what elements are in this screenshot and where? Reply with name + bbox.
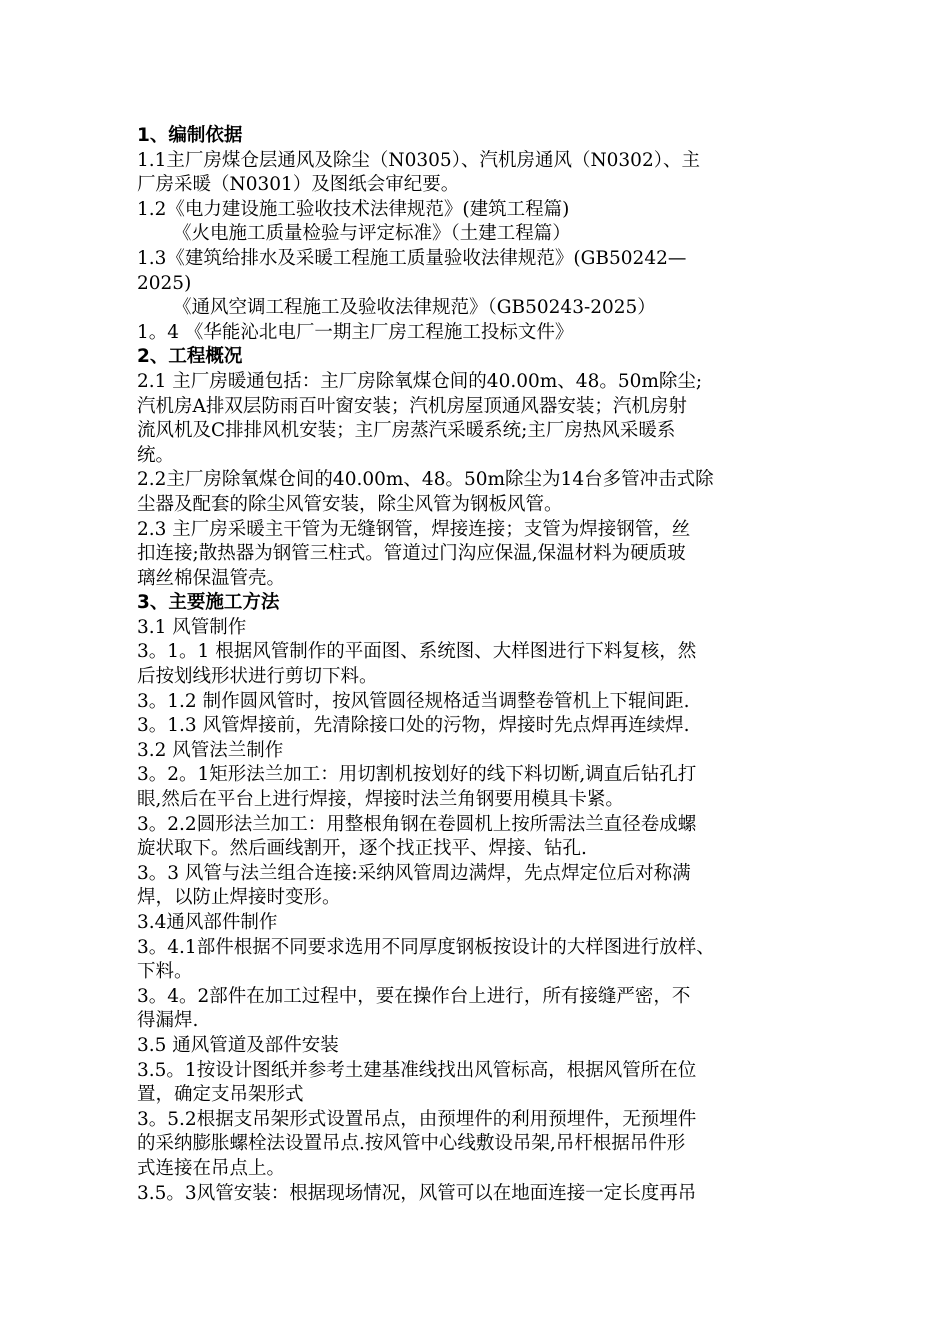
text-line: 1.1主厂房煤仓层通风及除尘（N0305）、汽机房通风（N0302）、主	[137, 149, 700, 171]
text-line: 3.5。3风管安装：根据现场情况，风管可以在地面连接一定长度再吊	[137, 1182, 697, 1204]
text-line: 厂房采暖（N0301）及图纸会审纪要。	[137, 174, 460, 196]
text-line: 3。2.2圆形法兰加工：用整根角钢在卷圆机上按所需法兰直径卷成螺	[137, 813, 697, 835]
text-line: 流风机及C排排风机安装；主厂房蒸汽采暖系统;主厂房热风采暖系	[137, 420, 676, 442]
text-line: 2.2主厂房除氧煤仓间的40.00m、48。50m除尘为14台多管冲击式除	[137, 469, 714, 491]
text-line: 2025)	[137, 272, 192, 294]
text-line: 1.3《建筑给排水及采暖工程施工质量验收法律规范》(GB50242—	[137, 247, 687, 269]
text-line: 3.5。1按设计图纸并参考土建基准线找出风管标高，根据风管所在位	[137, 1059, 697, 1081]
text-line: 1.2《电力建设施工验收技术法律规范》(建筑工程篇)	[137, 198, 570, 220]
text-line: 得漏焊.	[137, 1010, 199, 1032]
section-heading: 1、编制依据	[137, 125, 243, 146]
text-line: 下料。	[137, 961, 193, 983]
text-line: 《火电施工质量检验与评定标准》（土建工程篇）	[173, 223, 571, 245]
text-line: 2.1 主厂房暖通包括：主厂房除氧煤仓间的40.00m、48。50m除尘;	[137, 370, 703, 392]
text-line: 3.2 风管法兰制作	[137, 739, 284, 761]
text-line: 的采纳膨胀螺栓法设置吊点.按风管中心线敷设吊架,吊杆根据吊件形	[137, 1133, 686, 1155]
text-line: 后按划线形状进行剪切下料。	[137, 666, 378, 688]
text-line: 焊，以防止焊接时变形。	[137, 887, 341, 909]
text-line: 扣连接;散热器为钢管三柱式。管道过门沟应保温,保温材料为硬质玻	[137, 543, 686, 565]
text-line: 3。1.2 制作圆风管时，按风管圆径规格适当调整卷管机上下辊间距.	[137, 690, 690, 712]
text-line: 3。4.1部件根据不同要求选用不同厚度钢板按设计的大样图进行放样、	[137, 936, 715, 958]
text-line: 3。2。1矩形法兰加工：用切割机按划好的线下料切断,调直后钻孔打	[137, 764, 697, 786]
document-page	[137, 124, 827, 1206]
text-line: 式连接在吊点上。	[137, 1157, 286, 1179]
text-line: 3。1。1 根据风管制作的平面图、系统图、大样图进行下料复核，然	[137, 641, 697, 663]
text-line: 3。3 风管与法兰组合连接:采纳风管周边满焊，先点焊定位后对称满	[137, 862, 691, 884]
section-heading: 2、工程概况	[137, 346, 243, 368]
text-line: 3.1 风管制作	[137, 616, 247, 638]
text-line: 置，确定支吊架形式	[137, 1084, 304, 1106]
text-line: 2.3 主厂房采暖主干管为无缝钢管，焊接连接；支管为焊接钢管，丝	[137, 518, 691, 540]
text-line: 1。4 《华能沁北电厂一期主厂房工程施工投标文件》	[137, 321, 574, 343]
text-line: 旋状取下。然后画线割开，逐个找正找平、焊接、钻孔.	[137, 838, 587, 860]
text-line: 眼,然后在平台上进行焊接，焊接时法兰角钢要用模具卡紧。	[137, 789, 624, 811]
text-line: 璃丝棉保温管壳。	[137, 567, 286, 589]
section-heading: 3、主要施工方法	[137, 592, 280, 614]
text-line: 3.5 通风管道及部件安装	[137, 1034, 339, 1056]
text-line: 汽机房A排双层防雨百叶窗安装；汽机房屋顶通风器安装；汽机房射	[137, 395, 687, 417]
text-line: 3.4通风部件制作	[137, 912, 278, 933]
text-line: 统。	[137, 444, 175, 466]
text-line: 3。4。2部件在加工过程中，要在操作台上进行，所有接缝严密，不	[137, 985, 691, 1007]
text-line: 《通风空调工程施工及验收法律规范》（GB50243-2025）	[173, 297, 656, 319]
text-line: 尘器及配套的除尘风管安装，除尘风管为钢板风管。	[137, 493, 563, 515]
text-line: 3。5.2根据支吊架形式设置吊点，由预埋件的利用预埋件，无预埋件	[137, 1108, 697, 1130]
text-line: 3。1.3 风管焊接前，先清除接口处的污物，焊接时先点焊再连续焊.	[137, 715, 690, 737]
